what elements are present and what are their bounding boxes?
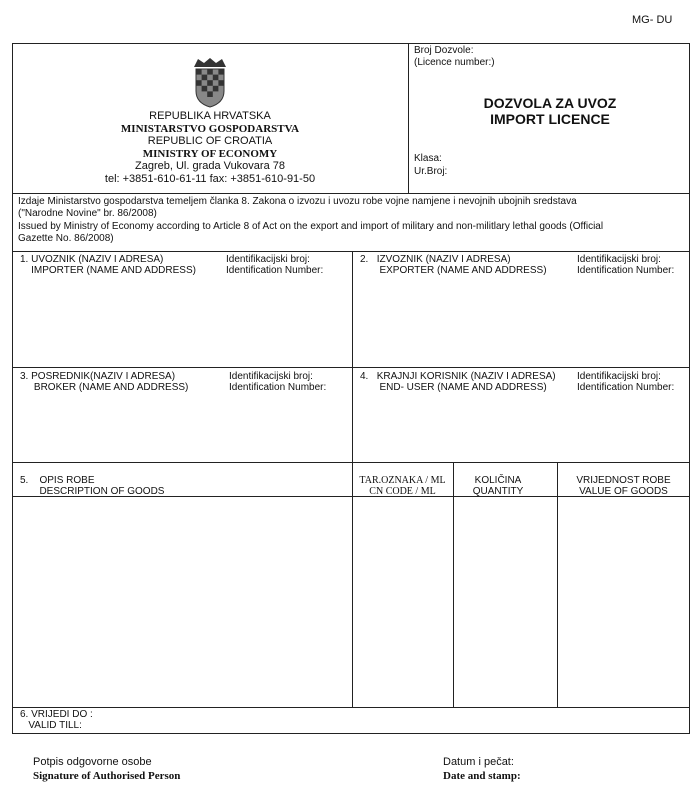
divider [408, 43, 409, 194]
licence-number-label-en: (Licence number:) [414, 57, 495, 68]
divider [557, 462, 558, 708]
importer-label: 1. UVOZNIK (NAZIV I ADRESA) IMPORTER (NAME AND ADDRESS) [20, 254, 196, 276]
goods-description-header: 5. OPIS ROBE DESCRIPTION OF GOODS [20, 475, 165, 497]
ministry-hr: MINISTARSTVO GOSPODARSTVA [120, 122, 300, 135]
end-user-label: 4. KRAJNJI KORISNIK (NAZIV I ADRESA) END- USER (NAME AND ADDRESS) [360, 371, 556, 393]
importer-id-label: Identifikacijski broj: Identification Number: [226, 254, 324, 276]
republic-hr: REPUBLIKA HRVATSKA [149, 110, 271, 122]
value-header: VRIJEDNOST ROBE VALUE OF GOODS [576, 475, 671, 497]
ministry-en: MINISTRY OF ECONOMY [142, 147, 278, 160]
licence-number-label: Broj Dozvole: [414, 45, 474, 56]
date-label-hr: Datum i pečat: [443, 756, 514, 768]
phone-fax: tel: +3851-610-61-11 fax: +3851-610-91-50 [104, 172, 316, 185]
klasa-label: Klasa: [414, 153, 442, 164]
divider [352, 251, 353, 463]
goods-section [12, 462, 690, 708]
republic-en: REPUBLIC OF CROATIA [147, 135, 273, 147]
date-label-en: Date and stamp: [443, 770, 521, 782]
broker-label: 3. POSREDNIK(NAZIV I ADRESA) BROKER (NAME AND ADDRESS) [20, 371, 189, 393]
quantity-header: KOLIČINA QUANTITY [472, 475, 524, 497]
end-user-id-label: Identifikacijski broj: Identification Number: [577, 371, 675, 393]
exporter-label: 2. IZVOZNIK (NAZIV I ADRESA) EXPORTER (NAME AND ADDRESS) [360, 254, 547, 276]
signature-label-hr: Potpis odgovorne osobe [33, 756, 152, 768]
issued-text-en-ref: Gazette No. 86/2008) [18, 233, 114, 244]
title-hr: DOZVOLA ZA UVOZ [483, 95, 617, 111]
issued-text-hr: Izdaje Ministarstvo gospodarstva temeljem članka 8. Zakona o izvozu i uvozu robe vojne namjene i nevojnih ubojnih sredstava [18, 196, 577, 207]
urbroj-label: Ur.Broj: [414, 166, 448, 177]
issued-text-en: Issued by Ministry of Economy according to Article 8 of Act on the export and import of military and non-militlary lethal goods (Official [18, 221, 604, 232]
broker-id-label: Identifikacijski broj: Identification Number: [229, 371, 327, 393]
title-en: IMPORT LICENCE [490, 111, 610, 127]
valid-till-label: 6. VRIJEDI DO : VALID TILL: [20, 709, 93, 731]
divider [352, 462, 353, 708]
signature-label-en: Signature of Authorised Person [33, 770, 181, 782]
form-code: MG- DU [632, 14, 673, 26]
cn-code-header: TAR.OZNAKA / ML CN CODE / ML [359, 475, 446, 497]
divider [12, 367, 690, 368]
valid-till-section [12, 707, 690, 734]
divider [453, 462, 454, 708]
exporter-id-label: Identifikacijski broj: Identification Number: [577, 254, 675, 276]
address: Zagreb, Ul. grada Vukovara 78 [134, 160, 285, 172]
coat-of-arms-icon [190, 57, 230, 109]
issued-text-hr-ref: ("Narodne Novine" br. 86/2008) [18, 208, 157, 219]
parties-section [12, 251, 690, 463]
